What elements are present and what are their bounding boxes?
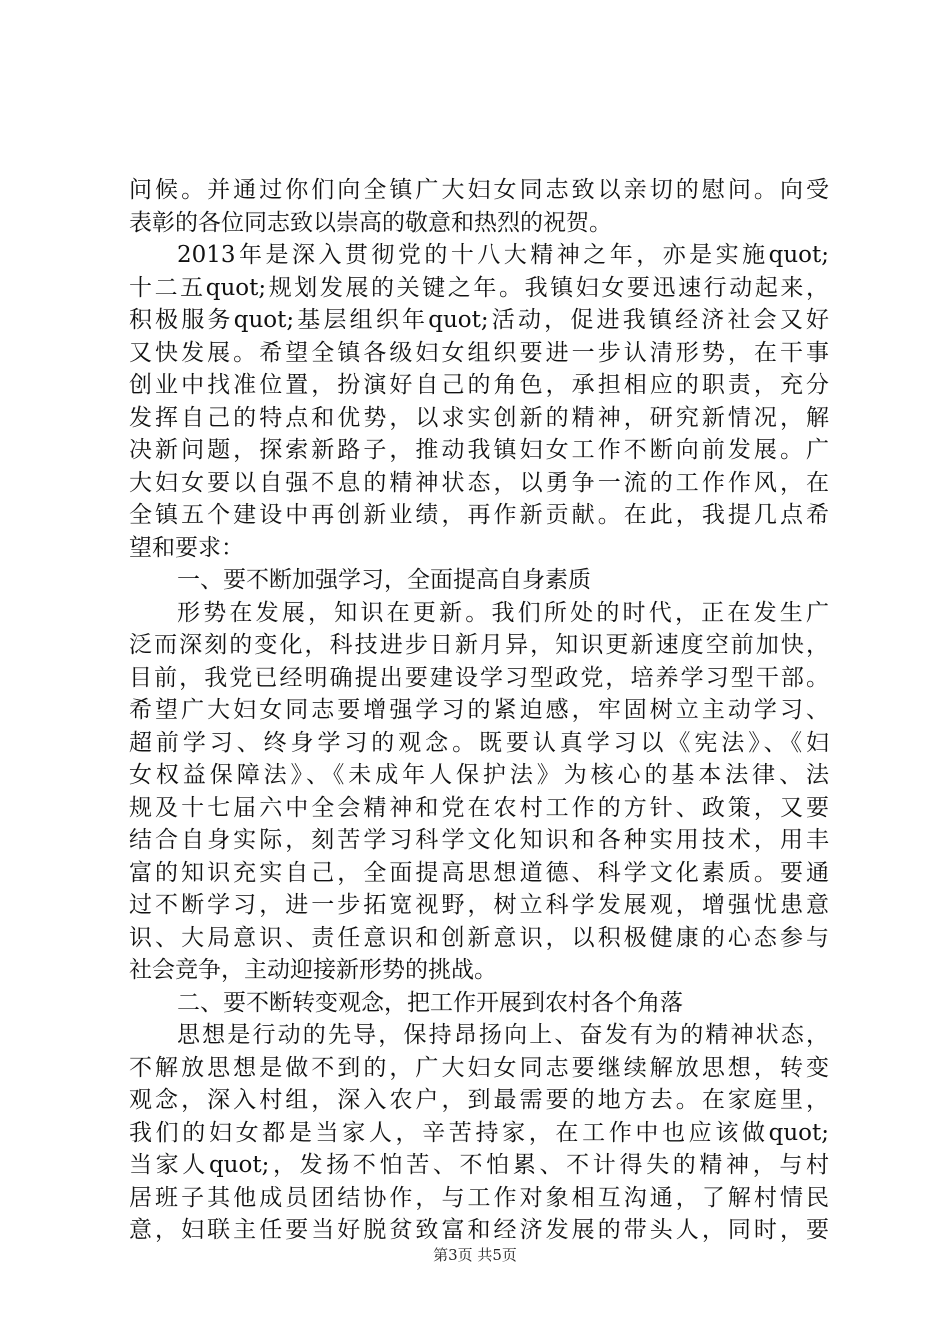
text-line: 又快发展。希望全镇各级妇女组织要进一步认清形势，在干事 (129, 339, 829, 366)
text-line: 女权益保障法》、《未成年人保护法》为核心的基本法律、法 (129, 762, 829, 788)
text-line: 观念，深入村组，深入农户，到最需要的地方去。在家庭里， (129, 1087, 829, 1113)
text-line: 大妇女要以自强不息的精神状态，以勇争一流的工作作风，在 (129, 469, 829, 496)
text-line: 创业中找准位置，扮演好自己的角色，承担相应的职责，充分 (129, 372, 829, 398)
text-line: 超前学习、终身学习的观念。既要认真学习以《宪法》、《妇 (129, 729, 829, 756)
text-line: 过不断学习，进一步拓宽视野，树立科学发展观，增强忧患意 (129, 892, 829, 918)
text-line: 当家人quot;，发扬不怕苦、不怕累、不计得失的精神，与村 (129, 1152, 829, 1178)
text-line: 积极服务quot;基层组织年quot;活动，促进我镇经济社会又好 (129, 307, 829, 333)
document-body (129, 174, 829, 1247)
text-line: 十二五quot;规划发展的关键之年。我镇妇女要迅速行动起来， (129, 274, 829, 301)
text-line: 不解放思想是做不到的，广大妇女同志要继续解放思想，转变 (129, 1054, 829, 1081)
text-line: 我们的妇女都是当家人，辛苦持家，在工作中也应该做quot; (129, 1119, 829, 1146)
text-line: 意，妇联主任要当好脱贫致富和经济发展的带头人，同时，要 (129, 1217, 829, 1243)
text-line: 问候。并通过你们向全镇广大妇女同志致以亲切的慰问。向受 (129, 177, 829, 203)
paragraph-start-line: 思想是行动的先导，保持昂扬向上、奋发有为的精神状态， (177, 1022, 829, 1048)
text-line: 识、大局意识、责任意识和创新意识，以积极健康的心态参与 (129, 924, 829, 951)
section-heading-1: 一、要不断加强学习，全面提高自身素质 (177, 567, 591, 593)
text-line: 目前，我党已经明确提出要建设学习型政党，培养学习型干部。 (129, 664, 829, 691)
text-line: 结合自身实际，刻苦学习科学文化知识和各种实用技术，用丰 (129, 827, 829, 853)
text-line: 望和要求： (129, 534, 244, 561)
paragraph-start-line: 形势在发展，知识在更新。我们所处的时代，正在发生广 (177, 599, 829, 626)
text-line: 表彰的各位同志致以崇高的敬意和热烈的祝贺。 (129, 209, 612, 236)
text-line: 决新问题，探索新路子，推动我镇妇女工作不断向前发展。广 (129, 437, 829, 463)
text-line: 富的知识充实自己，全面提高思想道德、科学文化素质。要通 (129, 859, 829, 886)
page-number-footer: 第3页 共5页 (433, 1246, 517, 1264)
text-line: 社会竞争，主动迎接新形势的挑战。 (129, 957, 497, 983)
text-line: 全镇五个建设中再创新业绩，再作新贡献。在此，我提几点希 (129, 502, 829, 528)
section-heading-2: 二、要不断转变观念，把工作开展到农村各个角落 (177, 989, 683, 1016)
text-line: 规及十七届六中全会精神和党在农村工作的方针、政策，又要 (129, 794, 829, 821)
text-line: 泛而深刻的变化，科技进步日新月异，知识更新速度空前加快， (129, 632, 829, 658)
text-line: 居班子其他成员团结协作，与工作对象相互沟通，了解村情民 (129, 1184, 829, 1211)
text-line: 发挥自己的特点和优势，以求实创新的精神，研究新情况，解 (129, 404, 829, 431)
text-line: 希望广大妇女同志要增强学习的紧迫感，牢固树立主动学习、 (129, 697, 829, 723)
paragraph-start-line: 2013年是深入贯彻党的十八大精神之年，亦是实施quot; (177, 242, 829, 268)
